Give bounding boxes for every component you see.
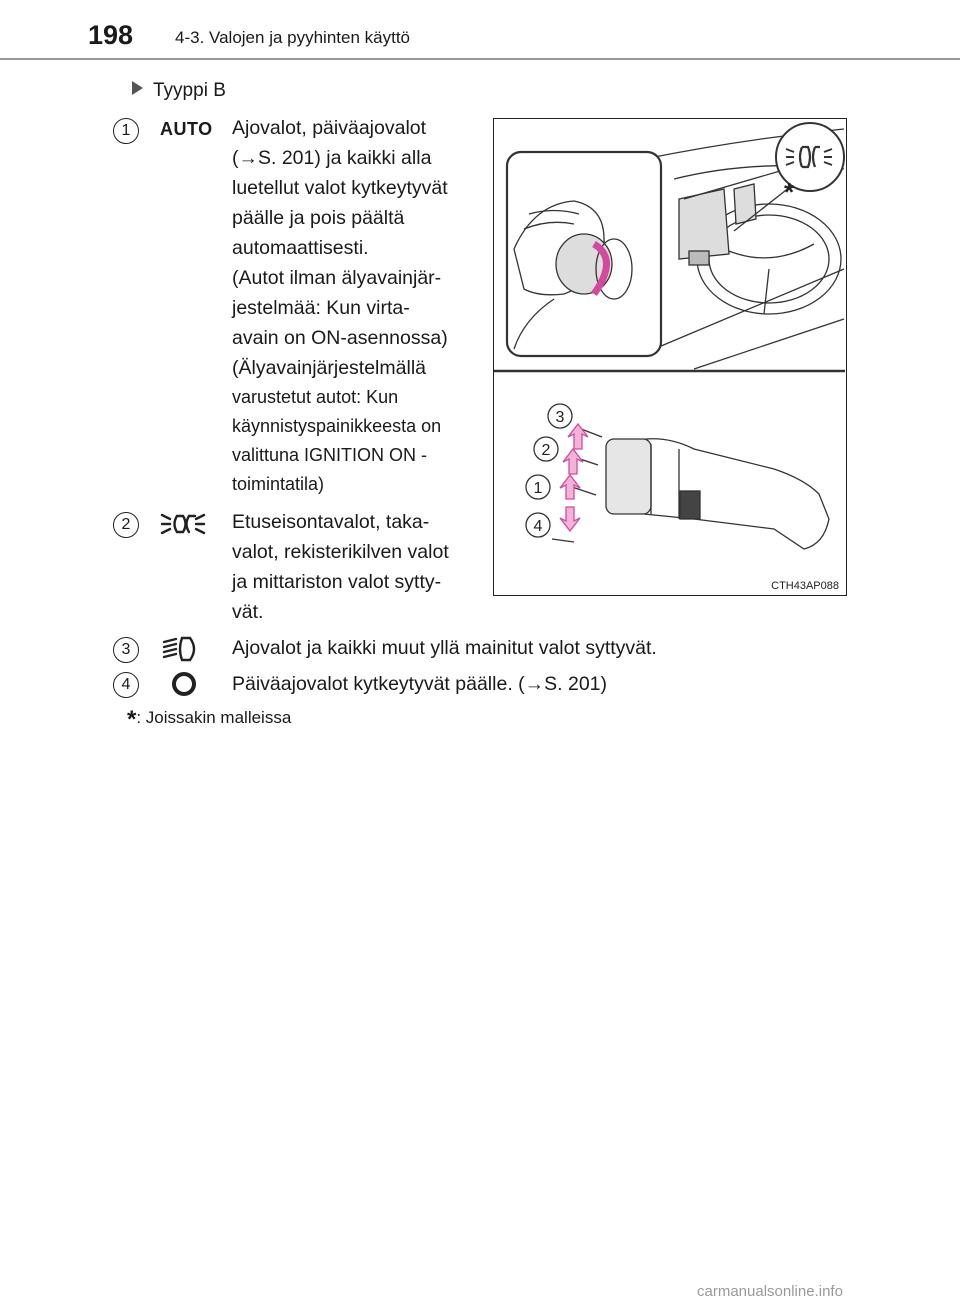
item-1-number: 1 — [113, 118, 139, 144]
item-3-text: Ajovalot ja kaikki muut yllä mainitut valot syttyvät. — [232, 637, 657, 659]
type-label — [132, 80, 226, 102]
illustration-figure — [493, 118, 847, 596]
figure-callout-4: 4 — [533, 518, 543, 535]
watermark: carmanualsonline.info — [697, 1283, 843, 1300]
item-1-note1-line: avain on ON-asennossa) — [232, 327, 448, 349]
item-1-note1-line: (Autot ilman älyavainjär- — [232, 267, 442, 289]
figure-callout-2: 2 — [541, 442, 551, 459]
type-label-text: Tyyppi B — [153, 80, 226, 101]
item-1-note2-line: käynnistyspainikkeesta on — [232, 416, 442, 436]
figure-code: CTH43AP088 — [771, 580, 839, 592]
auto-icon: AUTO — [160, 119, 213, 139]
item-1-line: Ajovalot, päiväajovalot — [232, 117, 427, 139]
item-1-note1-line: jestelmää: Kun virta- — [232, 297, 410, 319]
item-4-text: Päiväajovalot kytkeytyvät päälle. (→S. 201) — [232, 673, 608, 695]
headlight-icon — [160, 634, 202, 669]
item-1-line: luetellut valot kytkeytyvät — [232, 177, 448, 199]
item-2-line: vät. — [232, 601, 264, 623]
triangle-bullet-icon — [132, 81, 143, 95]
item-1-note2-line: valittuna IGNITION ON - — [232, 445, 428, 465]
item-3-number: 3 — [113, 637, 139, 663]
figure-callout-3: 3 — [555, 409, 565, 426]
drl-off-icon — [170, 670, 198, 703]
footnote-text: : Joissakin malleissa — [136, 708, 292, 727]
header-rule — [0, 58, 960, 60]
section-title: 4-3. Valojen ja pyyhinten käyttö — [175, 28, 410, 47]
illustration-drawing — [494, 119, 845, 594]
item-1-note2-line: varustetut autot: Kun — [232, 387, 399, 407]
item-1-note2-line: toimintatila) — [232, 474, 325, 494]
figure-callout-1: 1 — [533, 480, 543, 497]
footnote-marker: * — [127, 706, 137, 733]
item-2-line: Etuseisontavalot, taka- — [232, 511, 430, 533]
item-1-line: (→S. 201) ja kaikki alla — [232, 147, 432, 169]
figure-asterisk: * — [784, 177, 795, 207]
item-1-line: päälle ja pois päältä — [232, 207, 405, 229]
tail-light-icon — [160, 510, 206, 543]
item-1-line: automaattisesti. — [232, 237, 369, 259]
item-2-text — [232, 507, 476, 627]
item-2-line: ja mittariston valot sytty- — [232, 571, 442, 593]
page-number: 198 — [88, 20, 134, 50]
item-2-line: valot, rekisterikilven valot — [232, 541, 449, 563]
footnote — [127, 706, 291, 734]
item-4-number: 4 — [113, 672, 139, 698]
item-1-note2-line: (Älyavainjärjestelmällä — [232, 357, 426, 379]
item-1-text — [232, 113, 476, 499]
item-2-number: 2 — [113, 512, 139, 538]
